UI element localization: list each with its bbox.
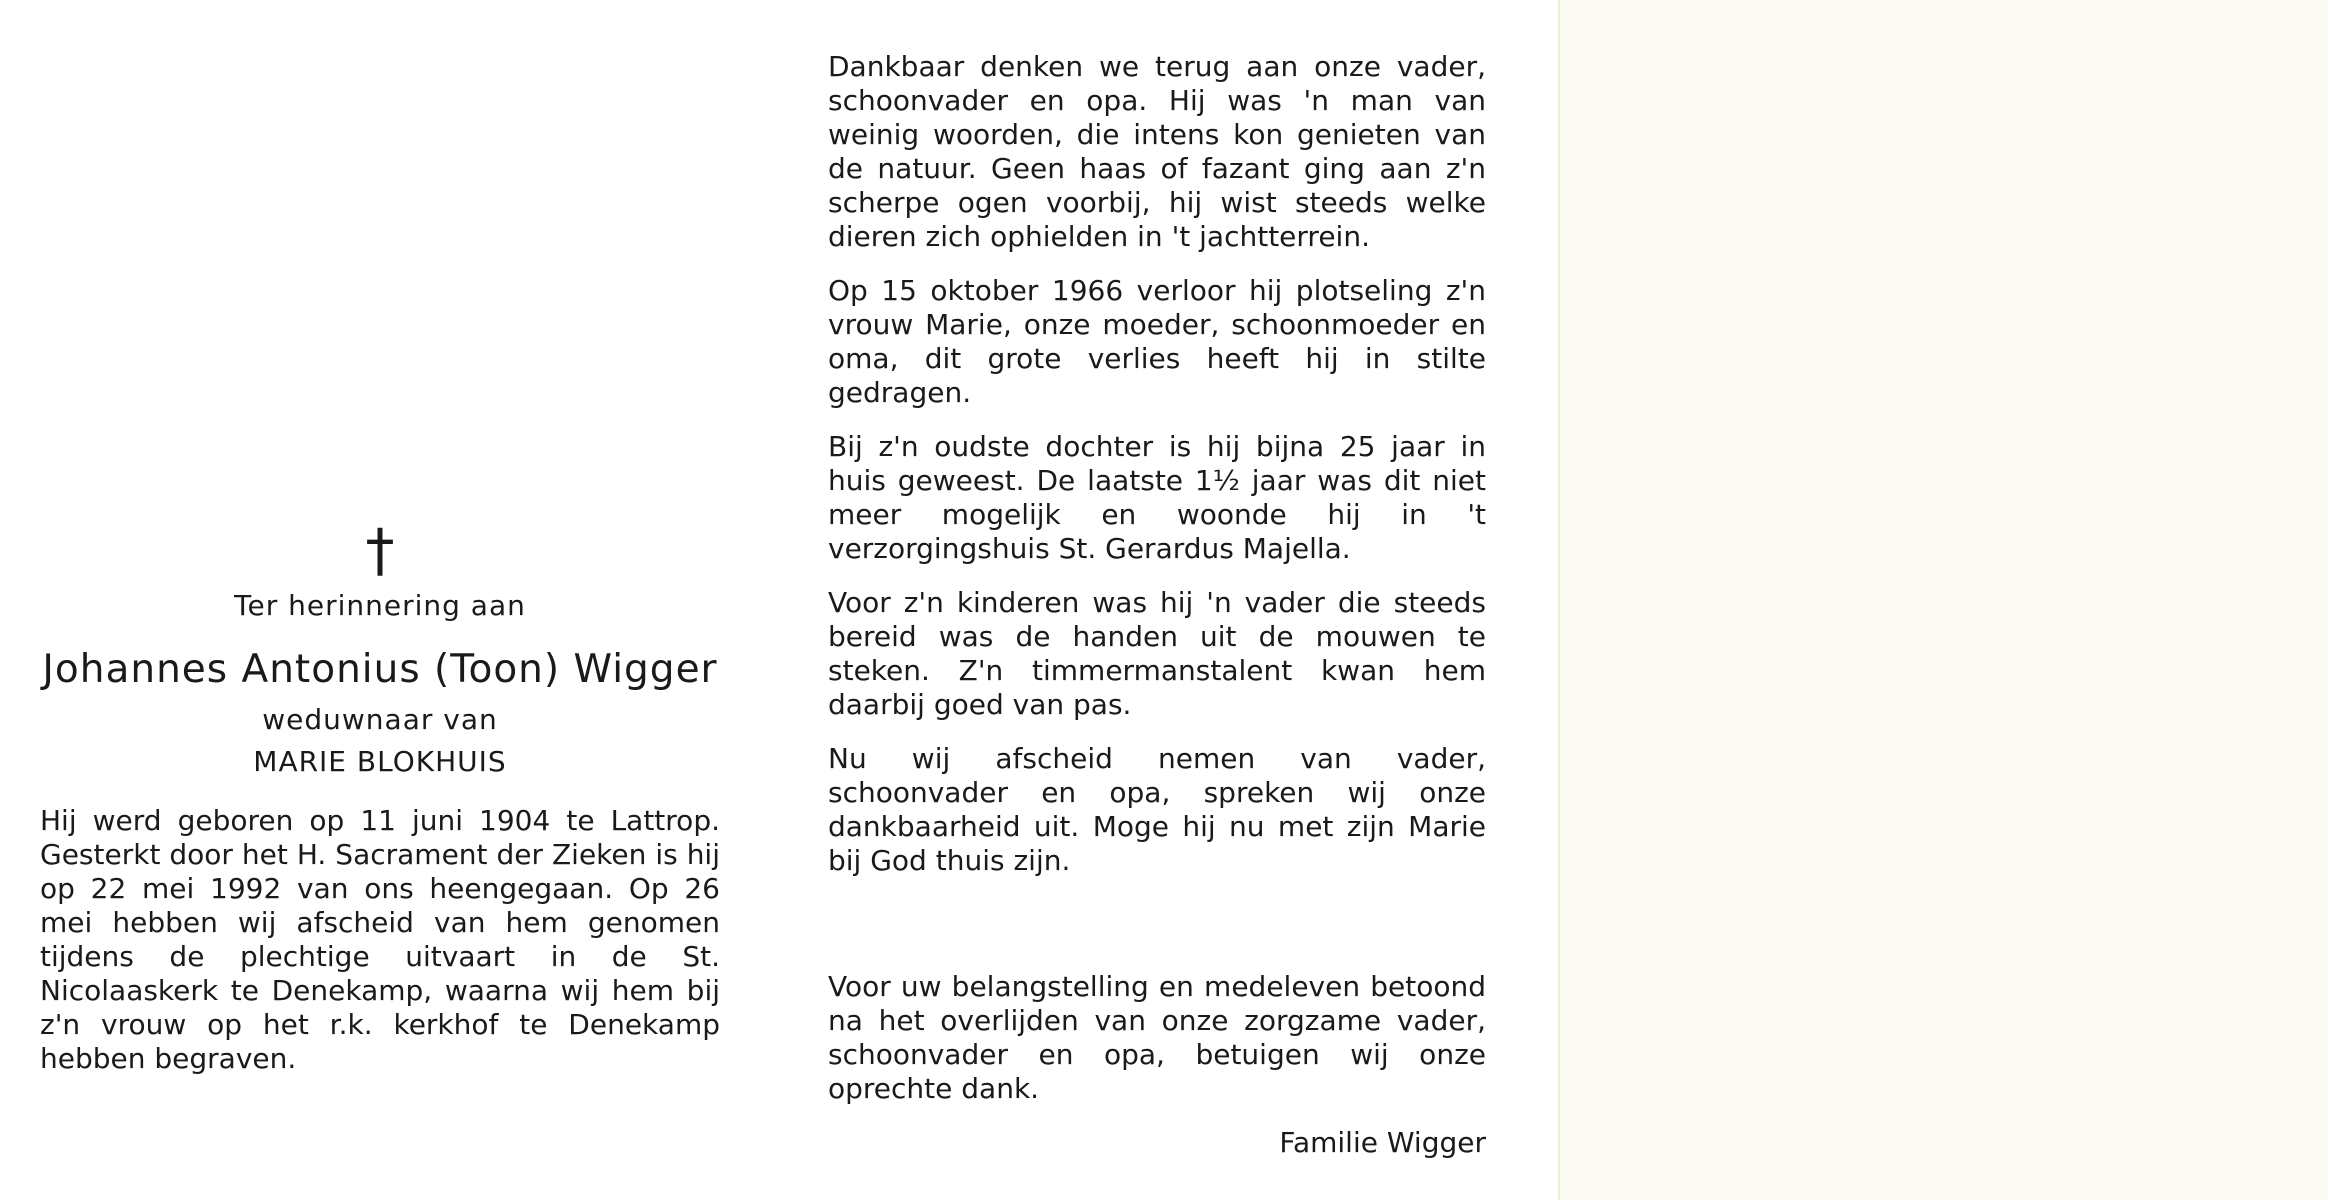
thanks-paragraph: Voor uw belangstelling en medeleven betoond na het overlijden van onze zorgzame vader, schoonvader en opa, betuigen wij onze oprechte dank. [828,970,1486,1105]
memorial-card-cover [1560,0,2328,1200]
in-memory-label: Ter herinnering aan [234,589,526,622]
tribute-paragraph: Voor z'n kinderen was hij 'n vader die steeds bereid was de handen uit de mouwen te steken. Z'n timmermanstalent kwan hem daarbij goed van pas. [828,586,1486,721]
spouse-name: MARIE BLOKHUIS [253,745,507,778]
tribute-paragraph: Op 15 oktober 1966 verloor hij plotseling z'n vrouw Marie, onze moeder, schoonmoeder en oma, dit grote verlies heeft hij in stilte gedragen. [828,274,1486,409]
memorial-header [40,516,720,1076]
tribute-paragraph: Bij z'n oudste dochter is hij bijna 25 jaar in huis geweest. De laatste 1½ jaar was dit niet meer mogelijk en woonde hij in 't verzorgingshuis St. Gerardus Majella. [828,430,1486,565]
biography-text: Hij werd geboren op 11 juni 1904 te Lattrop. Gesterkt door het H. Sacrament der Zieken is hij op 22 mei 1992 van ons heengegaan. Op 26 mei hebben wij afscheid van hem genomen tijdens de plechtige uitvaart in de St. Nicolaaskerk te Denekamp, waarna wij hem bij z'n vrouw op het r.k. kerkhof te Denekamp hebben begraven. [40,804,720,1075]
widower-of-label: weduwnaar van [262,703,498,736]
cross-icon: † [365,516,395,584]
tribute-paragraph: Nu wij afscheid nemen van vader, schoonvader en opa, spreken wij onze dankbaarheid uit. Moge hij nu met zijn Marie bij God thuis zijn. [828,742,1486,877]
family-signature: Familie Wigger [1279,1126,1486,1159]
deceased-name: Johannes Antonius (Toon) Wigger [42,647,718,692]
tribute-text [828,50,1486,1160]
tribute-paragraph: Dankbaar denken we terug aan onze vader, schoonvader en opa. Hij was 'n man van weinig woorden, die intens kon genieten van de natuur. Geen haas of fazant ging aan z'n scherpe ogen voorbij, hij wist steeds welke dieren zich ophielden in 't jachtterrein. [828,50,1486,253]
